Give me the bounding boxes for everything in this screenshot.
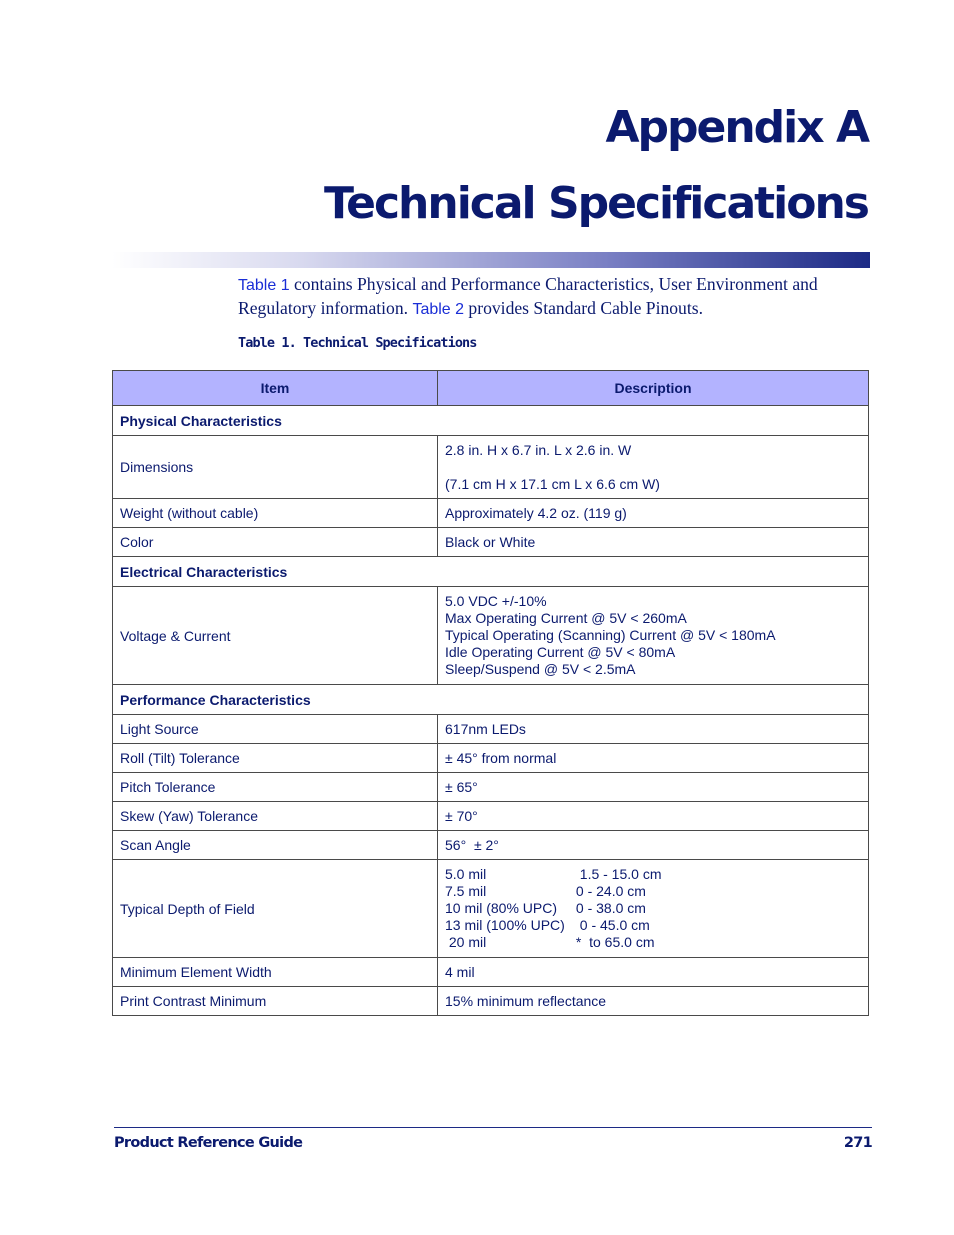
item-cell: Color: [113, 528, 438, 557]
table-caption: Table 1. Technical Specifications: [238, 335, 477, 351]
table-row: [113, 958, 869, 987]
description-cell: ± 45° from normal: [438, 744, 869, 773]
dimensions-line: 2.8 in. H x 6.7 in. L x 2.6 in. W: [445, 441, 632, 458]
section-row-physical: [113, 406, 869, 436]
description-cell: [438, 860, 869, 958]
table-row: [113, 773, 869, 802]
depth-entry: [445, 900, 861, 917]
item-cell: Scan Angle: [113, 831, 438, 860]
table-row: [113, 587, 869, 685]
appendix-title: Appendix A: [605, 102, 868, 153]
table-row: [113, 499, 869, 528]
item-cell: Typical Depth of Field: [113, 860, 438, 958]
item-cell: Pitch Tolerance: [113, 773, 438, 802]
depth-entry: [445, 866, 861, 883]
header-item: Item: [113, 371, 438, 406]
depth-resolution: 13 mil (100% UPC): [445, 917, 565, 933]
item-cell: Print Contrast Minimum: [113, 987, 438, 1016]
depth-range: * to 65.0 cm: [572, 934, 655, 950]
section-row-electrical: [113, 557, 869, 587]
table-row: [113, 860, 869, 958]
table-header-row: [113, 371, 869, 406]
spec-table: [112, 370, 869, 1016]
header-description: Description: [438, 371, 869, 406]
description-cell: ± 70°: [438, 802, 869, 831]
line-gap: [445, 459, 861, 476]
item-cell: Light Source: [113, 715, 438, 744]
description-cell: Black or White: [438, 528, 869, 557]
intro-paragraph: [238, 273, 870, 321]
depth-entry: [445, 917, 861, 934]
intro-text-part1: contains Physical and Performance Characteristics, User Environment and Regulatory information.: [238, 274, 818, 318]
voltage-line: Sleep/Suspend @ 5V < 2.5mA: [445, 661, 636, 677]
table1-link[interactable]: Table 1: [238, 277, 290, 294]
footer-guide-title: Product Reference Guide: [114, 1135, 303, 1151]
item-cell: Roll (Tilt) Tolerance: [113, 744, 438, 773]
title-divider-band: [112, 252, 870, 268]
description-cell: 15% minimum reflectance: [438, 987, 869, 1016]
depth-resolution: 10 mil (80% UPC): [445, 900, 558, 916]
table-row: [113, 744, 869, 773]
depth-resolution: 7.5 mil: [445, 883, 487, 899]
description-cell: 56° ± 2°: [438, 831, 869, 860]
item-cell: Skew (Yaw) Tolerance: [113, 802, 438, 831]
depth-range: 0 - 24.0 cm: [572, 883, 646, 899]
section-electrical: Electrical Characteristics: [113, 557, 869, 587]
depth-range: 0 - 45.0 cm: [572, 917, 650, 933]
table-row: [113, 987, 869, 1016]
section-title: Technical Specifications: [323, 178, 868, 229]
voltage-line: Max Operating Current @ 5V < 260mA: [445, 610, 687, 626]
section-performance: Performance Characteristics: [113, 685, 869, 715]
table-row: [113, 436, 869, 499]
depth-resolution: 5.0 mil: [445, 866, 487, 882]
voltage-line: 5.0 VDC +/-10%: [445, 593, 547, 609]
depth-entry: [445, 883, 861, 900]
table2-link[interactable]: Table 2: [412, 301, 465, 318]
description-cell: [438, 436, 869, 499]
dimensions-line: (7.1 cm H x 17.1 cm L x 6.6 cm W): [445, 475, 660, 492]
depth-range: 1.5 - 15.0 cm: [572, 866, 662, 882]
depth-range: 0 - 38.0 cm: [572, 900, 646, 916]
table-row: [113, 802, 869, 831]
description-cell: ± 65°: [438, 773, 869, 802]
table-row: [113, 715, 869, 744]
section-physical: Physical Characteristics: [113, 406, 869, 436]
description-cell: 617nm LEDs: [438, 715, 869, 744]
table-row: [113, 831, 869, 860]
voltage-line: Typical Operating (Scanning) Current @ 5V < 180mA: [445, 627, 776, 643]
table-row: [113, 528, 869, 557]
item-cell: Weight (without cable): [113, 499, 438, 528]
footer-page-number: 271: [843, 1135, 872, 1151]
footer-divider: [114, 1127, 872, 1128]
item-cell: Voltage & Current: [113, 587, 438, 685]
item-cell: Dimensions: [113, 436, 438, 499]
intro-text-part2: provides Standard Cable Pinouts.: [464, 298, 703, 318]
description-cell: [438, 587, 869, 685]
item-cell: Minimum Element Width: [113, 958, 438, 987]
voltage-line: Idle Operating Current @ 5V < 80mA: [445, 644, 676, 660]
description-cell: Approximately 4.2 oz. (119 g): [438, 499, 869, 528]
depth-resolution: 20 mil: [445, 934, 487, 950]
section-row-performance: [113, 685, 869, 715]
description-cell: 4 mil: [438, 958, 869, 987]
depth-entry: [445, 934, 861, 951]
